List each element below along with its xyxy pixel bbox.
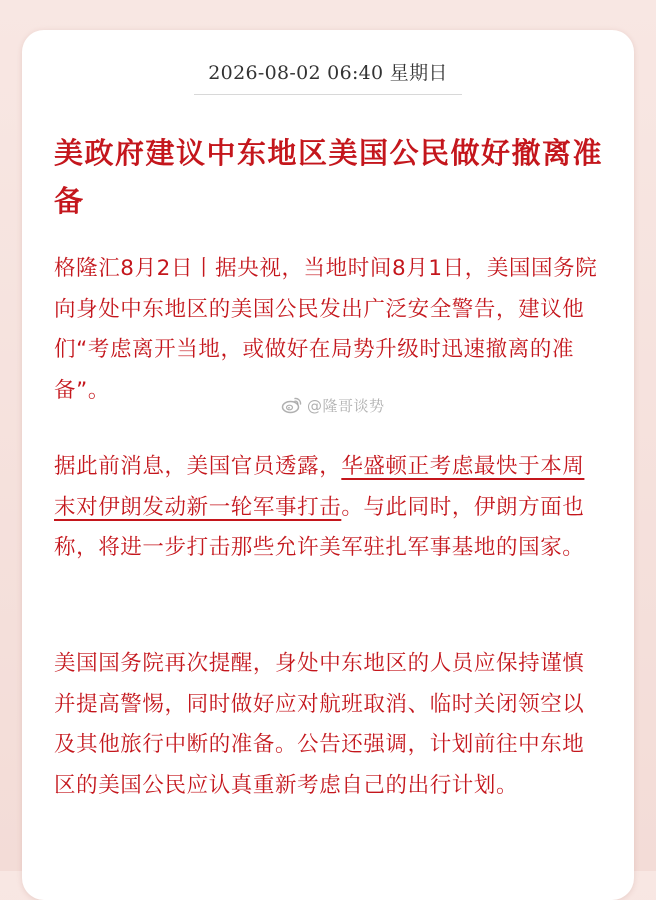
dateline-text: 2026-08-02 06:40 星期日 [194, 58, 461, 95]
watermark [281, 393, 385, 417]
paragraph-3: 美国国务院再次提醒，身处中东地区的人员应保持谨慎并提高警惕，同时做好应对航班取消、临时关闭领空以及其他旅行中断的准备。公告还强调，计划前往中东地区的美国公民应认真重新考虑自己的出行计划。 [54, 651, 585, 798]
paragraph-2 [54, 447, 606, 569]
paragraph-2-lead: 据此前消息，美国官员透露， [54, 454, 342, 479]
watermark-text: @隆哥谈势 [307, 396, 385, 415]
strike-news-link[interactable]: 华盛顿正考虑最快于本周末对伊朗发动新一轮军事打击 [54, 454, 585, 520]
article-headline: 美政府建议中东地区美国公民做好撤离准备 [54, 136, 604, 218]
paragraph-1: 格隆汇8月2日丨据央视，当地时间8月1日，美国国务院向身处中东地区的美国公民发出广泛安全警告，建议他们“考虑离开当地，或做好在局势升级时迅速撤离的准备”。 [54, 256, 598, 403]
dateline [22, 58, 634, 95]
paragraph-2-tail: 。与此同时，伊朗方面也称，将进一步打击那些允许美军驻扎军事基地的国家。 [54, 494, 585, 560]
weibo-icon [281, 396, 303, 414]
article-card [22, 30, 634, 900]
